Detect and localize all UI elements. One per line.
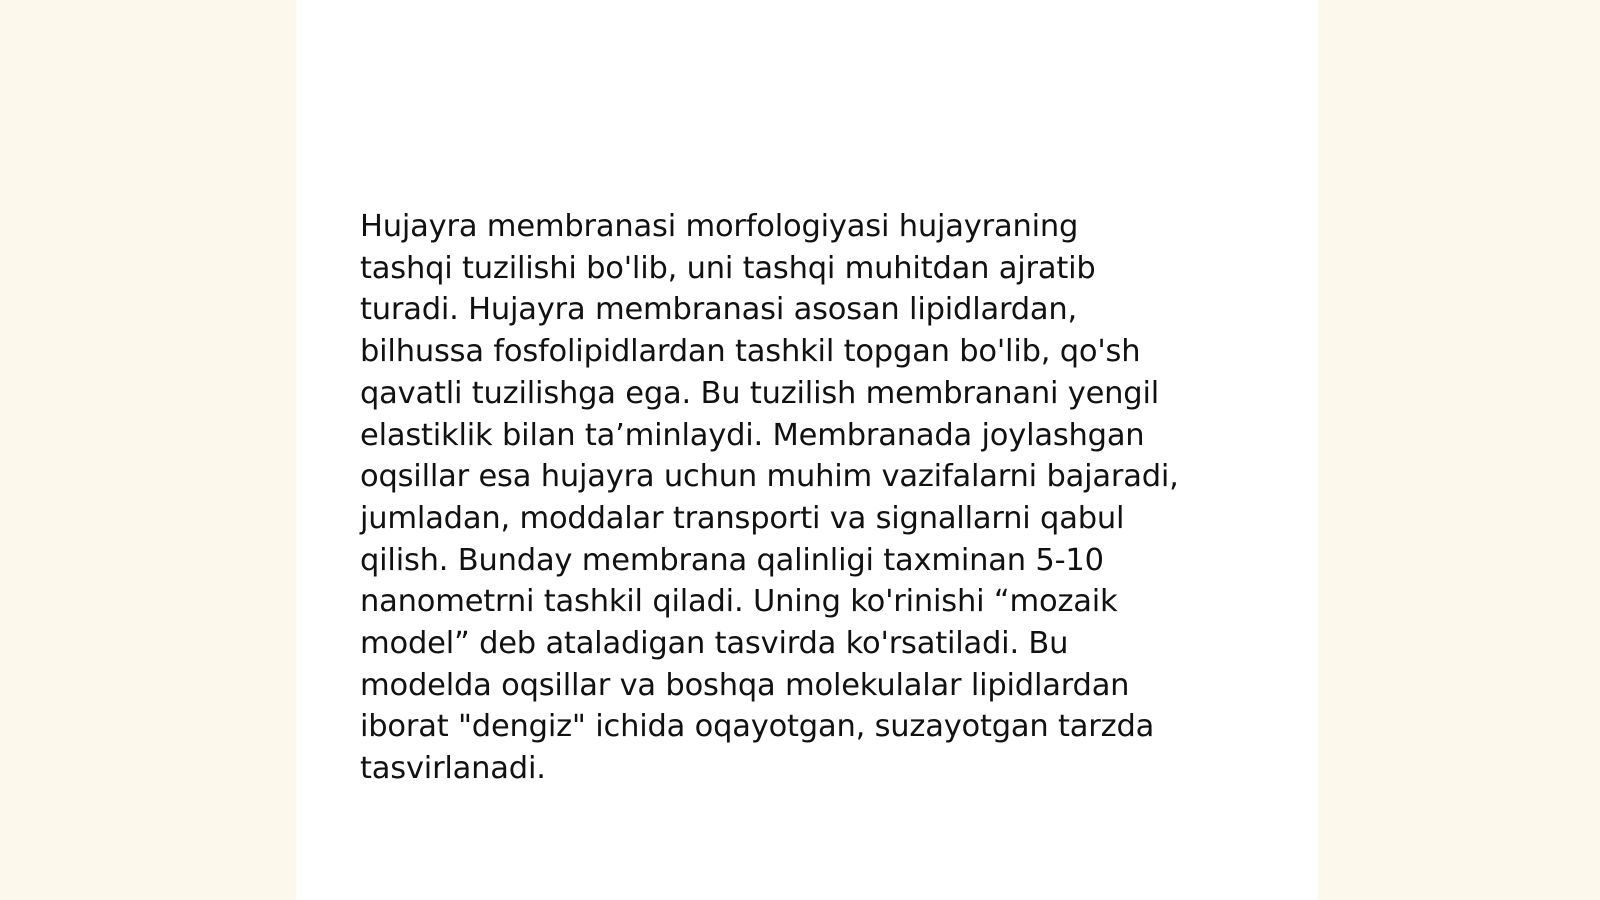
paragraph-line: tasvirlanadi. [360, 751, 546, 787]
paragraph-line: tashqi tuzilishi bo'lib, uni tashqi muhitdan ajratib [360, 250, 1096, 286]
paragraph-line: model” deb ataladigan tasvirda ko'rsatiladi. Bu [360, 626, 1069, 662]
paragraph-line: jumladan, moddalar transporti va signallarni qabul [360, 500, 1125, 536]
paragraph-line: modelda oqsillar va boshqa molekulalar lipidlardan [360, 667, 1130, 703]
body-paragraph [360, 206, 1240, 790]
paragraph-line: elastiklik bilan ta’minlaydi. Membranada joylashgan [360, 417, 1145, 453]
paragraph-line: nanometrni tashkil qiladi. Uning ko'rinishi “mozaik [360, 584, 1118, 620]
paragraph-line: qilish. Bunday membrana qalinligi taxminan 5-10 [360, 542, 1104, 578]
paragraph-line: qavatli tuzilishga ega. Bu tuzilish membranani yengil [360, 375, 1160, 411]
paragraph-line: turadi. Hujayra membranasi asosan lipidlardan, [360, 292, 1078, 328]
paragraph-line: Hujayra membranasi morfologiyasi hujayraning [360, 209, 1079, 244]
paragraph-line: iborat "dengiz" ichida oqayotgan, suzayotgan tarzda [360, 709, 1155, 745]
paragraph-line: oqsillar esa hujayra uchun muhim vazifalarni bajaradi, [360, 459, 1179, 495]
paragraph-line: bilhussa fosfolipidlardan tashkil topgan bo'lib, qo'sh [360, 334, 1141, 370]
document-page [296, 0, 1318, 900]
